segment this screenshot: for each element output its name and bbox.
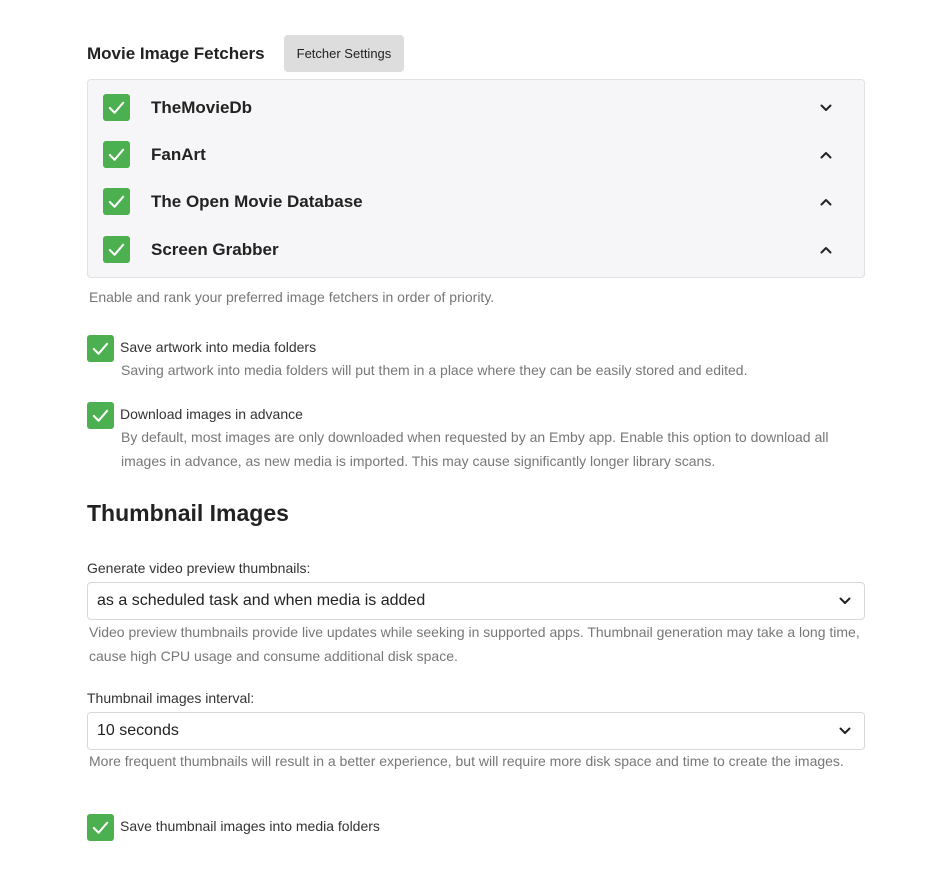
chevron-down-icon[interactable] bbox=[815, 97, 837, 119]
thumbnail-interval-value: 10 seconds bbox=[97, 722, 179, 739]
preview-thumbnails-value: as a scheduled task and when media is added bbox=[97, 592, 426, 609]
fetcher-name: Screen Grabber bbox=[151, 239, 279, 259]
download-advance-description: By default, most images are only downloaded when requested by an Emby app. Enable this option to download all images in advance, as new media is imported. This may cause significantly longer library scans. bbox=[121, 429, 829, 469]
chevron-up-icon[interactable] bbox=[815, 239, 837, 261]
chevron-up-icon[interactable] bbox=[815, 144, 837, 166]
thumbnail-interval-label: Thumbnail images interval: bbox=[87, 690, 255, 706]
fetcher-checkbox[interactable] bbox=[103, 188, 130, 215]
fetchers-help-text: Enable and rank your preferred image fetchers in order of priority. bbox=[89, 289, 495, 305]
truncated-text-fragment bbox=[310, 0, 324, 4]
thumbnail-interval-select[interactable] bbox=[87, 712, 865, 750]
fetcher-item-open-movie-database[interactable] bbox=[88, 178, 864, 225]
save-artwork-label[interactable]: Save artwork into media folders bbox=[120, 339, 317, 355]
checkmark-icon bbox=[107, 192, 126, 211]
fetcher-item-fanart[interactable] bbox=[88, 131, 864, 178]
preview-thumbnails-label: Generate video preview thumbnails: bbox=[87, 560, 311, 576]
fetcher-checkbox[interactable] bbox=[103, 236, 130, 263]
chevron-down-icon[interactable] bbox=[834, 590, 856, 612]
download-advance-checkbox[interactable] bbox=[87, 402, 114, 429]
fetcher-item-themoviedb[interactable] bbox=[88, 84, 864, 131]
fetchers-section-label: Movie Image Fetchers bbox=[87, 43, 265, 63]
download-advance-label[interactable]: Download images in advance bbox=[120, 406, 303, 422]
checkmark-icon bbox=[91, 339, 110, 358]
checkmark-icon bbox=[107, 98, 126, 117]
fetcher-name: TheMovieDb bbox=[151, 97, 253, 117]
chevron-up-icon[interactable] bbox=[815, 191, 837, 213]
checkmark-icon bbox=[91, 406, 110, 425]
save-artwork-description: Saving artwork into media folders will put them in a place where they can be easily stored and edited. bbox=[121, 362, 748, 378]
fetcher-name: The Open Movie Database bbox=[151, 191, 363, 211]
thumbnail-section-title: Thumbnail Images bbox=[87, 500, 289, 526]
fetcher-list bbox=[87, 79, 865, 278]
checkmark-icon bbox=[107, 145, 126, 164]
fetcher-checkbox[interactable] bbox=[103, 94, 130, 121]
fetcher-settings-button[interactable]: Fetcher Settings bbox=[284, 35, 405, 72]
preview-thumbnails-help: Video preview thumbnails provide live updates while seeking in supported apps. Thumbnail generation may take a long time, cause high CPU usage and consume additional disk space. bbox=[89, 624, 860, 664]
save-thumbnails-checkbox[interactable] bbox=[87, 814, 114, 841]
checkmark-icon bbox=[91, 818, 110, 837]
save-artwork-checkbox[interactable] bbox=[87, 335, 114, 362]
fetcher-name: FanArt bbox=[151, 144, 206, 164]
fetcher-checkbox[interactable] bbox=[103, 141, 130, 168]
preview-thumbnails-select[interactable] bbox=[87, 582, 865, 620]
fetchers-header bbox=[87, 35, 404, 72]
checkmark-icon bbox=[107, 240, 126, 259]
fetcher-item-screen-grabber[interactable] bbox=[88, 226, 864, 273]
chevron-down-icon[interactable] bbox=[834, 720, 856, 742]
save-thumbnails-label[interactable]: Save thumbnail images into media folders bbox=[120, 818, 380, 834]
thumbnail-interval-help: More frequent thumbnails will result in a better experience, but will require more disk space and time to create the images. bbox=[89, 753, 844, 769]
